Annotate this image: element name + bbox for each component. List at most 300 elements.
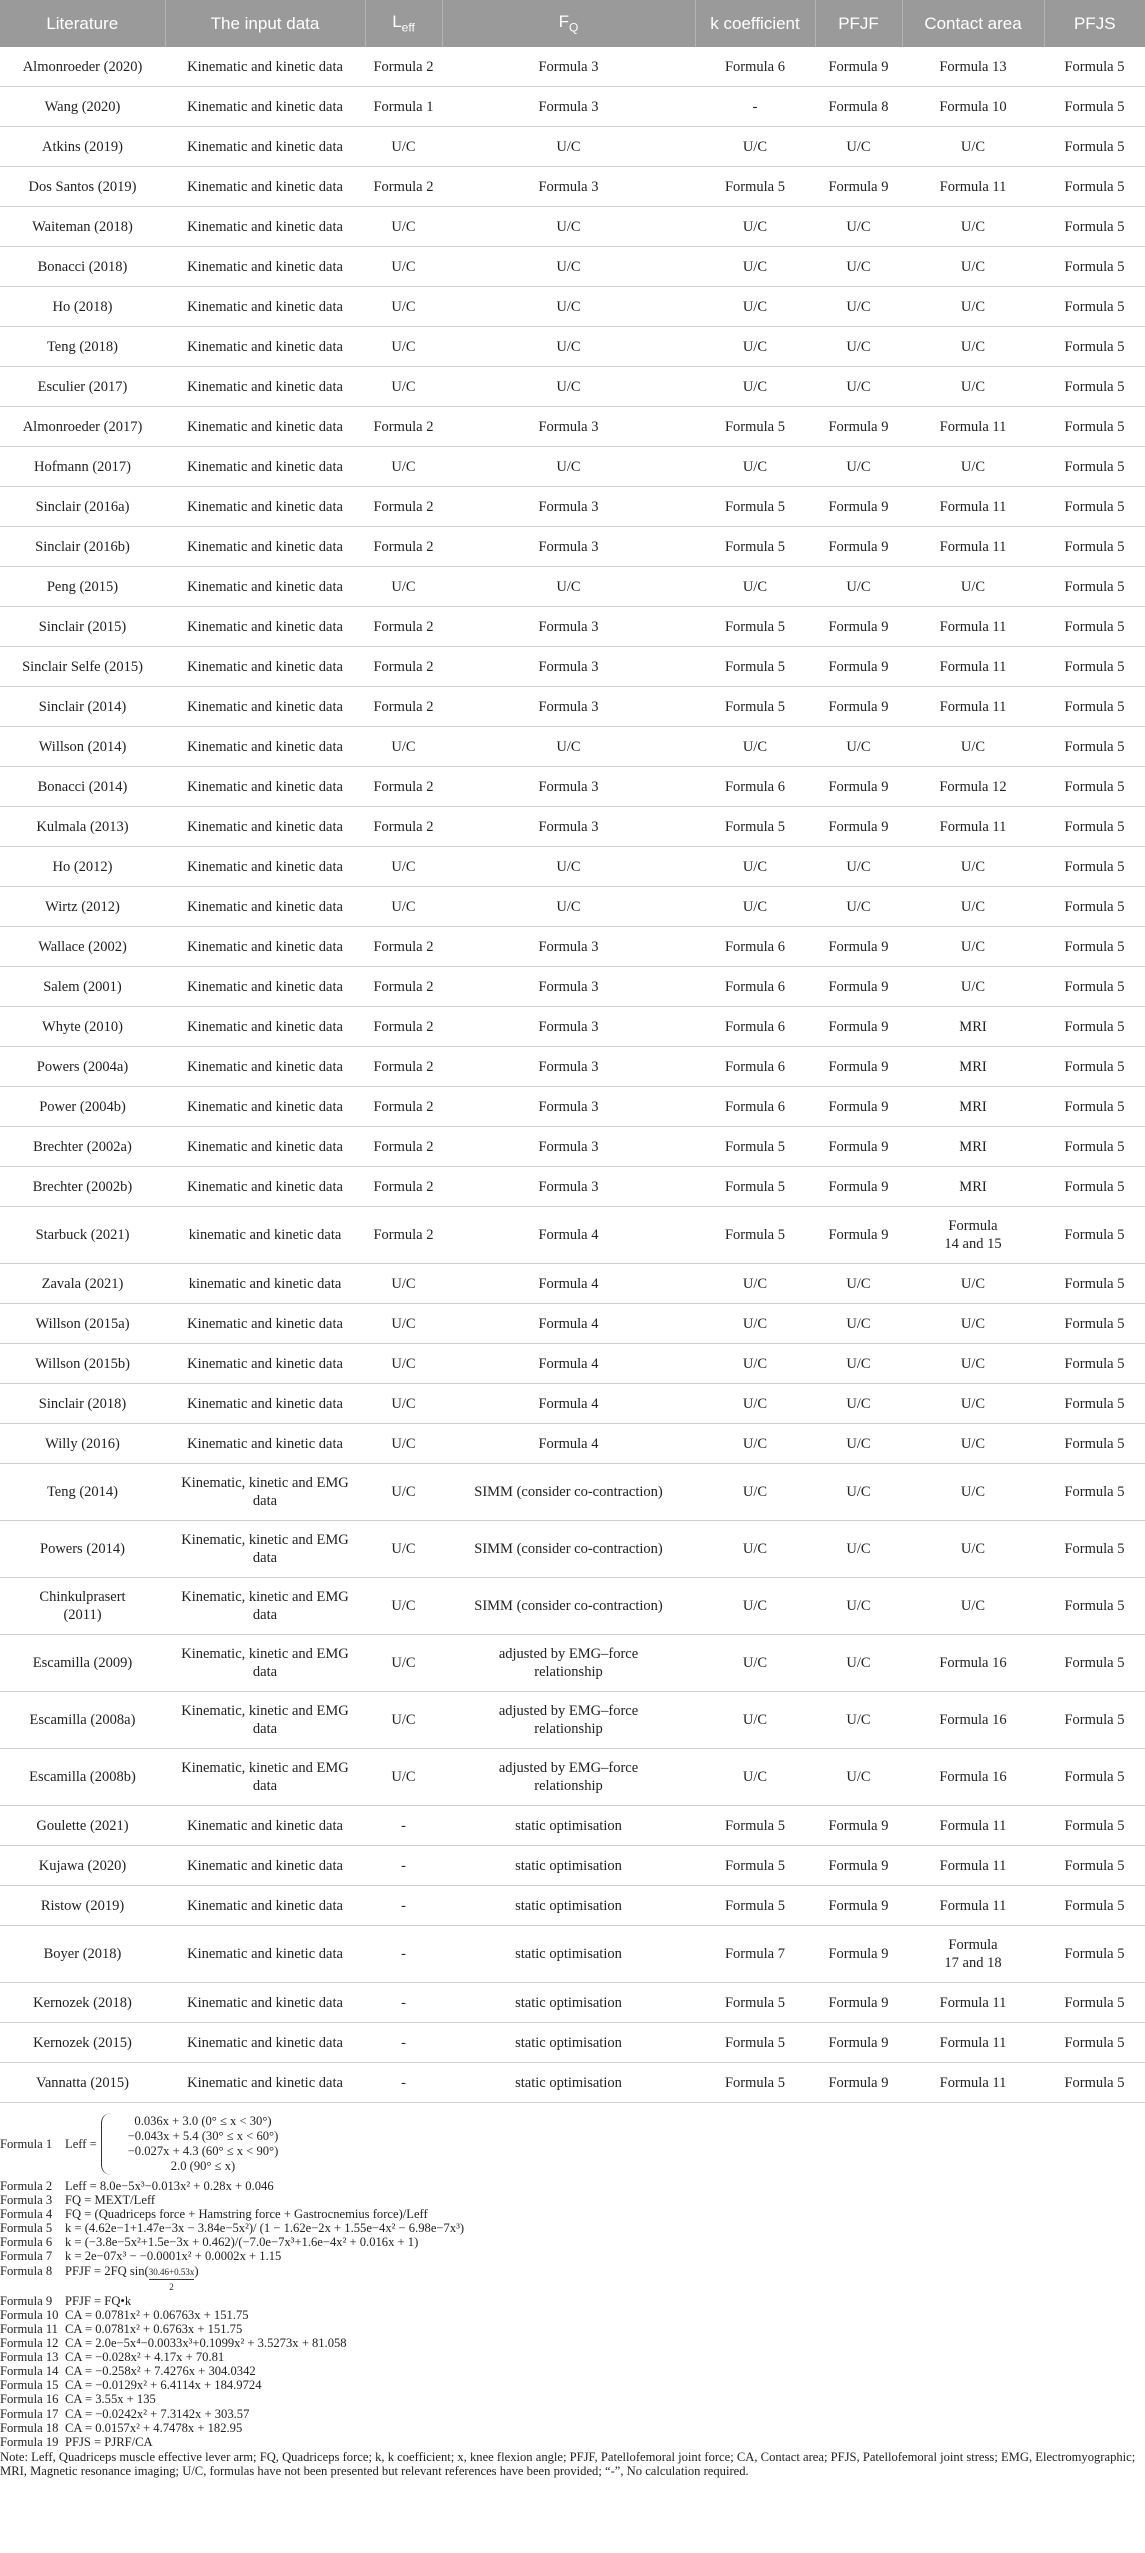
table-cell: Kinematic and kinetic data xyxy=(165,927,365,967)
table-cell: U/C xyxy=(902,887,1044,927)
table-cell: Formula 2 xyxy=(365,807,442,847)
table-cell: Formula 5 xyxy=(1044,847,1145,887)
table-cell: Formula 11 xyxy=(902,1983,1044,2023)
table-cell: U/C xyxy=(902,1521,1044,1578)
table-cell: U/C xyxy=(902,1578,1044,1635)
table-cell: Waiteman (2018) xyxy=(0,207,165,247)
table-cell: Formula 3 xyxy=(442,607,695,647)
table-cell: Formula 5 xyxy=(695,487,815,527)
table-cell: Formula 5 xyxy=(1044,567,1145,607)
table-cell: U/C xyxy=(815,1424,902,1464)
table-cell: Kinematic and kinetic data xyxy=(165,207,365,247)
table-cell: SIMM (consider co-contraction) xyxy=(442,1578,695,1635)
table-cell: Wang (2020) xyxy=(0,87,165,127)
table-cell: Formula 11 xyxy=(902,167,1044,207)
table-cell: Kernozek (2015) xyxy=(0,2023,165,2063)
table-cell: Kinematic and kinetic data xyxy=(165,1384,365,1424)
table-cell: Formula 5 xyxy=(1044,1167,1145,1207)
table-cell: Kinematic and kinetic data xyxy=(165,447,365,487)
table-cell: Formula 3 xyxy=(442,1167,695,1207)
table-cell: Powers (2014) xyxy=(0,1521,165,1578)
table-cell: Formula 11 xyxy=(902,647,1044,687)
table-cell: - xyxy=(365,1886,442,1926)
table-cell: static optimisation xyxy=(442,1983,695,2023)
table-cell: Kinematic and kinetic data xyxy=(165,1167,365,1207)
table-cell: Formula 16 xyxy=(902,1692,1044,1749)
table-cell: Formula 5 xyxy=(695,1886,815,1926)
table-cell: Kujawa (2020) xyxy=(0,1846,165,1886)
table-cell: Formula 5 xyxy=(1044,1464,1145,1521)
table-cell: U/C xyxy=(902,367,1044,407)
table-cell: U/C xyxy=(365,1749,442,1806)
formula-line xyxy=(0,2435,1145,2449)
table-row xyxy=(0,2023,1145,2063)
table-cell: Almonroeder (2017) xyxy=(0,407,165,447)
table-cell: Willson (2015a) xyxy=(0,1304,165,1344)
table-cell: Kinematic and kinetic data xyxy=(165,1344,365,1384)
table-cell: Ho (2012) xyxy=(0,847,165,887)
header-pfjs: PFJS xyxy=(1044,0,1145,47)
formula-line xyxy=(0,2378,1145,2392)
table-cell: Formula 11 xyxy=(902,487,1044,527)
table-cell: U/C xyxy=(815,847,902,887)
table-cell: Formula 5 xyxy=(1044,1344,1145,1384)
table-cell: U/C xyxy=(695,207,815,247)
table-cell: U/C xyxy=(365,1521,442,1578)
table-cell: Bonacci (2014) xyxy=(0,767,165,807)
table-cell: Formula 5 xyxy=(1044,1578,1145,1635)
table-cell: Formula 6 xyxy=(695,927,815,967)
table-row xyxy=(0,607,1145,647)
table-cell: Formula 5 xyxy=(1044,487,1145,527)
table-cell: Formula 5 xyxy=(1044,967,1145,1007)
table-row xyxy=(0,1692,1145,1749)
table-row xyxy=(0,1749,1145,1806)
formula-line xyxy=(0,2193,1145,2207)
table-cell: Kinematic and kinetic data xyxy=(165,167,365,207)
table-cell: U/C xyxy=(902,127,1044,167)
table-cell: Formula 5 xyxy=(1044,727,1145,767)
table-cell: Formula 5 xyxy=(1044,1635,1145,1692)
table-cell: Willy (2016) xyxy=(0,1424,165,1464)
table-cell: U/C xyxy=(815,127,902,167)
table-cell: Kinematic and kinetic data xyxy=(165,2023,365,2063)
table-cell: U/C xyxy=(902,1464,1044,1521)
table-cell: Formula 9 xyxy=(815,1007,902,1047)
table-cell: U/C xyxy=(815,1304,902,1344)
table-cell: Formula 9 xyxy=(815,527,902,567)
table-cell: U/C xyxy=(365,1424,442,1464)
table-cell: Kinematic, kinetic and EMG data xyxy=(165,1521,365,1578)
table-cell: Formula 2 xyxy=(365,927,442,967)
table-cell: Kinematic and kinetic data xyxy=(165,1886,365,1926)
table-row xyxy=(0,647,1145,687)
table-cell: kinematic and kinetic data xyxy=(165,1207,365,1264)
table-cell: Kinematic and kinetic data xyxy=(165,1007,365,1047)
formula-close-paren: ) xyxy=(194,2263,199,2278)
formula-label: Formula 7 xyxy=(0,2249,53,2264)
table-cell: Formula 2 xyxy=(365,1047,442,1087)
table-cell: U/C xyxy=(695,1578,815,1635)
formula-expression: FQ = MEXT/Leff xyxy=(65,2193,156,2208)
table-cell: U/C xyxy=(815,1344,902,1384)
table-row xyxy=(0,1264,1145,1304)
table-cell: Formula 3 xyxy=(442,927,695,967)
formula-line xyxy=(0,2350,1145,2364)
formula-label: Formula 4 xyxy=(0,2207,53,2222)
table-cell: Sinclair (2015) xyxy=(0,607,165,647)
table-cell: Ho (2018) xyxy=(0,287,165,327)
table-cell: Wallace (2002) xyxy=(0,927,165,967)
table-cell: Brechter (2002b) xyxy=(0,1167,165,1207)
table-cell: Formula 5 xyxy=(1044,287,1145,327)
table-cell: Formula 6 xyxy=(695,1007,815,1047)
formula-fraction xyxy=(149,2265,195,2294)
table-cell: Formula 5 xyxy=(1044,1692,1145,1749)
table-cell: static optimisation xyxy=(442,1886,695,1926)
table-cell: U/C xyxy=(365,727,442,767)
formula-line xyxy=(0,2294,1145,2308)
table-cell: MRI xyxy=(902,1087,1044,1127)
table-cell: U/C xyxy=(815,1635,902,1692)
table-cell: U/C xyxy=(695,1384,815,1424)
table-cell: Formula 3 xyxy=(442,647,695,687)
table-cell: U/C xyxy=(695,1521,815,1578)
table-cell: U/C xyxy=(815,247,902,287)
table-cell: Kinematic and kinetic data xyxy=(165,1087,365,1127)
table-cell: Hofmann (2017) xyxy=(0,447,165,487)
table-row xyxy=(0,127,1145,167)
table-row xyxy=(0,87,1145,127)
table-cell: U/C xyxy=(902,247,1044,287)
formula-expression: CA = 0.0781x² + 0.6763x + 151.75 xyxy=(65,2321,243,2336)
table-cell: Formula 5 xyxy=(1044,1304,1145,1344)
formula-expression: CA = −0.0242x² + 7.3142x + 303.57 xyxy=(65,2406,250,2421)
table-cell: Escamilla (2008b) xyxy=(0,1749,165,1806)
table-cell: Formula 5 xyxy=(1044,647,1145,687)
table-cell: Formula 11 xyxy=(902,407,1044,447)
table-cell: U/C xyxy=(442,327,695,367)
table-cell: Formula 3 xyxy=(442,807,695,847)
formula-line xyxy=(0,2207,1145,2221)
table-cell: Willson (2014) xyxy=(0,727,165,767)
table-row xyxy=(0,167,1145,207)
table-cell: U/C xyxy=(815,1749,902,1806)
table-cell: Formula 2 xyxy=(365,487,442,527)
formula-expression: PFJF = 2FQ sin( xyxy=(65,2263,149,2278)
table-cell: Formula 3 xyxy=(442,527,695,567)
table-cell: Kinematic and kinetic data xyxy=(165,967,365,1007)
table-cell: Formula 5 xyxy=(1044,2063,1145,2103)
table-cell: Formula 4 xyxy=(442,1424,695,1464)
table-cell: Formula 2 xyxy=(365,647,442,687)
table-cell: Formula 5 xyxy=(1044,1424,1145,1464)
table-cell: Kinematic and kinetic data xyxy=(165,607,365,647)
table-cell: Formula 5 xyxy=(1044,167,1145,207)
table-cell: Sinclair (2018) xyxy=(0,1384,165,1424)
table-row xyxy=(0,887,1145,927)
table-cell: U/C xyxy=(815,727,902,767)
table-row xyxy=(0,47,1145,87)
table-cell: Formula 9 xyxy=(815,1087,902,1127)
table-cell: Formula 11 xyxy=(902,1806,1044,1846)
table-row xyxy=(0,807,1145,847)
table-cell: Willson (2015b) xyxy=(0,1344,165,1384)
table-cell: U/C xyxy=(695,327,815,367)
formula-expression: PFJS = PJRF/CA xyxy=(65,2434,153,2449)
table-row xyxy=(0,687,1145,727)
table-cell: U/C xyxy=(365,207,442,247)
table-cell: Formula 2 xyxy=(365,767,442,807)
formula-lhs: Leff = xyxy=(65,2136,97,2151)
table-cell: U/C xyxy=(695,367,815,407)
table-cell: U/C xyxy=(902,967,1044,1007)
table-cell: U/C xyxy=(902,1384,1044,1424)
table-cell: Formula 5 xyxy=(695,1846,815,1886)
table-cell: Kinematic, kinetic and EMG data xyxy=(165,1692,365,1749)
formula-cases xyxy=(118,2114,279,2174)
table-cell: Boyer (2018) xyxy=(0,1926,165,1983)
table-cell: Kinematic and kinetic data xyxy=(165,527,365,567)
table-cell: U/C xyxy=(902,1304,1044,1344)
table-row xyxy=(0,447,1145,487)
table-cell: Sinclair Selfe (2015) xyxy=(0,647,165,687)
table-cell: kinematic and kinetic data xyxy=(165,1264,365,1304)
table-cell: Starbuck (2021) xyxy=(0,1207,165,1264)
table-cell: Formula 11 xyxy=(902,807,1044,847)
table-cell: U/C xyxy=(902,847,1044,887)
table-cell: Kinematic and kinetic data xyxy=(165,1846,365,1886)
table-cell: U/C xyxy=(815,287,902,327)
formula-line xyxy=(0,2179,1145,2193)
table-cell: Formula 16 xyxy=(902,1749,1044,1806)
table-cell: Salem (2001) xyxy=(0,967,165,1007)
table-cell: Formula 17 and 18 xyxy=(902,1926,1044,1983)
table-cell: Formula 9 xyxy=(815,767,902,807)
table-cell: Kulmala (2013) xyxy=(0,807,165,847)
formula-list xyxy=(0,2103,1145,2449)
table-cell: Formula 5 xyxy=(1044,87,1145,127)
table-cell: U/C xyxy=(695,1749,815,1806)
formula-label: Formula 1 xyxy=(0,2136,53,2151)
formula-line xyxy=(0,2407,1145,2421)
table-cell: Formula 5 xyxy=(1044,1749,1145,1806)
formula-expression: CA = 2.0e−5x⁴−0.0033x³+0.1099x² + 3.5273x + 81.058 xyxy=(65,2336,347,2351)
table-cell: U/C xyxy=(695,1464,815,1521)
table-cell: U/C xyxy=(815,887,902,927)
formula-line xyxy=(0,2264,1145,2294)
formula-label: Formula 9 xyxy=(0,2293,53,2308)
formula-label: Formula 12 xyxy=(0,2336,59,2351)
table-row xyxy=(0,1087,1145,1127)
table-cell: Formula 5 xyxy=(695,527,815,567)
table-cell: - xyxy=(365,2063,442,2103)
table-cell: U/C xyxy=(365,1344,442,1384)
table-cell: U/C xyxy=(442,447,695,487)
table-cell: U/C xyxy=(365,1578,442,1635)
formula-line xyxy=(0,2421,1145,2435)
table-cell: U/C xyxy=(695,127,815,167)
table-cell: Formula 9 xyxy=(815,407,902,447)
table-cell: - xyxy=(365,1926,442,1983)
table-cell: Formula 2 xyxy=(365,1127,442,1167)
table-cell: Formula 13 xyxy=(902,47,1044,87)
table-cell: Kinematic and kinetic data xyxy=(165,87,365,127)
table-cell: Formula 5 xyxy=(1044,127,1145,167)
table-cell: Kinematic and kinetic data xyxy=(165,487,365,527)
table-cell: Formula 5 xyxy=(1044,47,1145,87)
table-cell: Formula 4 xyxy=(442,1207,695,1264)
table-cell: U/C xyxy=(365,367,442,407)
table-row xyxy=(0,1207,1145,1264)
table-cell: U/C xyxy=(365,1384,442,1424)
table-cell: U/C xyxy=(442,567,695,607)
formula-label: Formula 14 xyxy=(0,2364,59,2379)
table-cell: Formula 3 xyxy=(442,487,695,527)
table-cell: Formula 1 xyxy=(365,87,442,127)
table-cell: Formula 4 xyxy=(442,1384,695,1424)
table-cell: Formula 8 xyxy=(815,87,902,127)
table-cell: - xyxy=(365,2023,442,2063)
table-row xyxy=(0,727,1145,767)
table-cell: Formula 2 xyxy=(365,527,442,567)
table-cell: Formula 9 xyxy=(815,47,902,87)
table-cell: SIMM (consider co-contraction) xyxy=(442,1521,695,1578)
table-note: Note: Leff, Quadriceps muscle effective lever arm; FQ, Quadriceps force; k, k coefficient; x, knee flexion angle; PFJF, Patellofemoral joint force; CA, Contact area; PFJS, Patellofemoral joint stress; EMG, Electromyographic; MRI, Magnetic resonance imaging; U/C, formulas have not been presented but relevant references have been provided; “-”, No calculation required. xyxy=(0,2449,1136,2478)
table-cell: Formula 5 xyxy=(1044,1264,1145,1304)
table-cell: Formula 5 xyxy=(1044,887,1145,927)
formula-expression: Leff = 8.0e−5x³−0.013x² + 0.28x + 0.046 xyxy=(65,2179,274,2193)
table-row xyxy=(0,1424,1145,1464)
table-cell: Formula 9 xyxy=(815,1846,902,1886)
table-cell: Formula 9 xyxy=(815,687,902,727)
table-cell: Sinclair (2016a) xyxy=(0,487,165,527)
table-cell: Esculier (2017) xyxy=(0,367,165,407)
table-cell: Formula 5 xyxy=(1044,1886,1145,1926)
table-row xyxy=(0,1464,1145,1521)
table-cell: Kinematic and kinetic data xyxy=(165,1806,365,1846)
table-cell: Kinematic and kinetic data xyxy=(165,727,365,767)
table-cell: U/C xyxy=(365,567,442,607)
table-cell: Kernozek (2018) xyxy=(0,1983,165,2023)
table-cell: Formula 7 xyxy=(695,1926,815,1983)
table-cell: Formula 6 xyxy=(695,967,815,1007)
table-cell: Kinematic and kinetic data xyxy=(165,127,365,167)
table-cell: U/C xyxy=(695,247,815,287)
table-cell: U/C xyxy=(815,1264,902,1304)
table-cell: Kinematic and kinetic data xyxy=(165,807,365,847)
formula-label: Formula 10 xyxy=(0,2307,59,2322)
table-cell: Formula 3 xyxy=(442,1127,695,1167)
table-cell: U/C xyxy=(365,447,442,487)
formula-expression: CA = −0.258x² + 7.4276x + 304.0342 xyxy=(65,2364,256,2379)
header-contact-area: Contact area xyxy=(902,0,1044,47)
table-cell: Formula 11 xyxy=(902,527,1044,567)
table-cell: Kinematic, kinetic and EMG data xyxy=(165,1464,365,1521)
table-cell: MRI xyxy=(902,1007,1044,1047)
table-cell: Formula 5 xyxy=(1044,1983,1145,2023)
table-header xyxy=(0,0,1145,47)
table-row xyxy=(0,967,1145,1007)
table-cell: Formula 3 xyxy=(442,687,695,727)
table-row xyxy=(0,1047,1145,1087)
table-cell: Formula 5 xyxy=(695,1806,815,1846)
formula-expression: k = (4.62e−1+1.47e−3x − 3.84e−5x²)/ (1 − 1.62e−2x + 1.55e−4x² − 6.98e−7x³) xyxy=(65,2221,465,2236)
table-cell: Formula 9 xyxy=(815,2023,902,2063)
table-cell: Zavala (2021) xyxy=(0,1264,165,1304)
table-cell: Powers (2004a) xyxy=(0,1047,165,1087)
table-cell: Formula 5 xyxy=(1044,607,1145,647)
table-cell: Power (2004b) xyxy=(0,1087,165,1127)
table-cell: U/C xyxy=(695,1264,815,1304)
table-cell: U/C xyxy=(442,207,695,247)
table-cell: U/C xyxy=(902,1344,1044,1384)
table-cell: Vannatta (2015) xyxy=(0,2063,165,2103)
table-cell: Escamilla (2008a) xyxy=(0,1692,165,1749)
formula-case: −0.027x + 4.3 (60° ≤ x < 90°) xyxy=(127,2144,279,2158)
formula-line xyxy=(0,2392,1145,2406)
table-cell: U/C xyxy=(815,1464,902,1521)
table-cell: Atkins (2019) xyxy=(0,127,165,167)
table-row xyxy=(0,527,1145,567)
table-cell: U/C xyxy=(695,567,815,607)
header-fq: $F_Q$ xyxy=(442,0,695,47)
table-cell: Formula 3 xyxy=(442,1047,695,1087)
table-cell: Formula 5 xyxy=(1044,1207,1145,1264)
formula-line xyxy=(0,2249,1145,2263)
table-cell: Kinematic and kinetic data xyxy=(165,1047,365,1087)
table-cell: Formula 5 xyxy=(1044,327,1145,367)
table-cell: Formula 12 xyxy=(902,767,1044,807)
table-row xyxy=(0,287,1145,327)
table-row xyxy=(0,1384,1145,1424)
table-cell: Formula 5 xyxy=(695,1167,815,1207)
table-cell: U/C xyxy=(815,327,902,367)
table-row xyxy=(0,1635,1145,1692)
formula-label: Formula 18 xyxy=(0,2420,59,2435)
table-cell: Kinematic and kinetic data xyxy=(165,847,365,887)
table-row xyxy=(0,327,1145,367)
table-cell: Teng (2018) xyxy=(0,327,165,367)
table-row xyxy=(0,1846,1145,1886)
table-cell: Formula 5 xyxy=(695,2063,815,2103)
table-cell: Ristow (2019) xyxy=(0,1886,165,1926)
table-cell: U/C xyxy=(365,1264,442,1304)
table-cell: Kinematic and kinetic data xyxy=(165,1424,365,1464)
table-cell: Bonacci (2018) xyxy=(0,247,165,287)
table-row xyxy=(0,1983,1145,2023)
table-cell: U/C xyxy=(365,327,442,367)
table-cell: U/C xyxy=(815,1578,902,1635)
table-cell: Kinematic and kinetic data xyxy=(165,2063,365,2103)
table-cell: U/C xyxy=(902,927,1044,967)
table-cell: Formula 6 xyxy=(695,47,815,87)
table-cell: Kinematic and kinetic data xyxy=(165,247,365,287)
table-cell: Formula 2 xyxy=(365,407,442,447)
formula-line xyxy=(0,2221,1145,2235)
formula-case: 0.036x + 3.0 (0° ≤ x < 30°) xyxy=(134,2114,272,2128)
table-row xyxy=(0,2063,1145,2103)
table-cell: U/C xyxy=(365,1304,442,1344)
table-cell: U/C xyxy=(902,447,1044,487)
table-cell: Formula 9 xyxy=(815,167,902,207)
table-cell: Formula 5 xyxy=(1044,1087,1145,1127)
table-cell: Kinematic and kinetic data xyxy=(165,1926,365,1983)
table-cell: - xyxy=(365,1806,442,1846)
table-cell: static optimisation xyxy=(442,2063,695,2103)
brace-shape xyxy=(101,2113,112,2175)
header-pfjf: PFJF xyxy=(815,0,902,47)
